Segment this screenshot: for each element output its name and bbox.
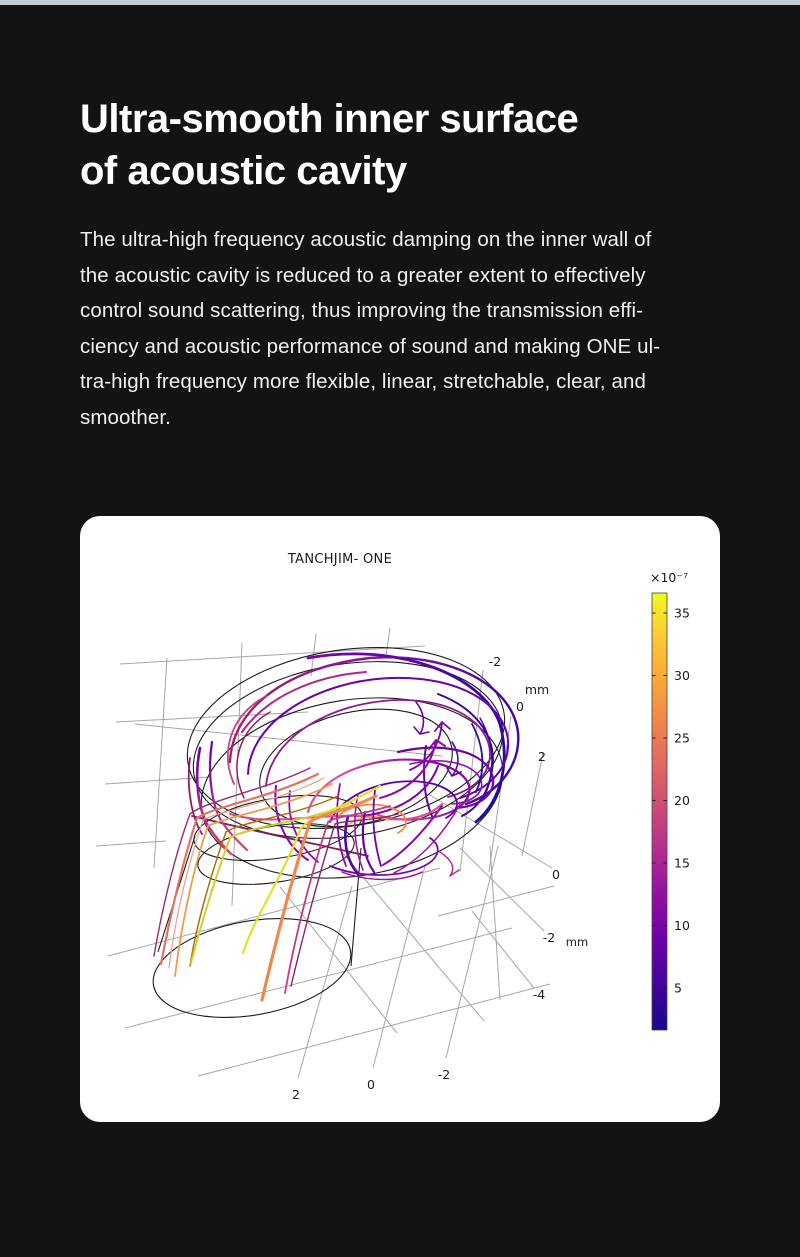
x-axis-tick: 0 bbox=[367, 1077, 375, 1092]
simulation-card bbox=[80, 516, 720, 1122]
colorbar-tick-label: 30 bbox=[674, 668, 690, 683]
z-axis-tick: 0 bbox=[552, 867, 560, 882]
heading-line-2: of acoustic cavity bbox=[80, 149, 407, 193]
body-line: tra-high frequency more flexible, linear, stretchable, clear, and bbox=[80, 370, 646, 393]
body-line: control sound scattering, thus improving the transmission effi- bbox=[80, 299, 644, 322]
streamline-chart bbox=[80, 516, 720, 1122]
colorbar-tick-label: 15 bbox=[674, 855, 690, 871]
y-axis-unit: mm bbox=[524, 682, 550, 697]
heading-line-1: Ultra-smooth inner surface bbox=[80, 97, 579, 141]
colorbar-tick-label: 35 bbox=[674, 605, 690, 621]
chart-title: TANCHJIM- ONE bbox=[287, 552, 393, 567]
body-line: The ultra-high frequency acoustic damping on the inner wall of bbox=[80, 228, 652, 251]
y-axis-tick: -2 bbox=[488, 654, 502, 669]
top-accent-strip bbox=[0, 0, 800, 5]
body-line: the acoustic cavity is reduced to a greater extent to effectively bbox=[80, 263, 646, 287]
y-axis-tick: 0 bbox=[516, 699, 524, 714]
colorbar-tick-label: 25 bbox=[674, 730, 690, 746]
cavity-wireframe bbox=[145, 626, 517, 1032]
page-title bbox=[80, 93, 578, 197]
body-line: smoother. bbox=[80, 405, 171, 429]
x-axis-tick: -2 bbox=[437, 1067, 451, 1082]
colorbar bbox=[650, 570, 690, 1030]
colorbar-tick-label: 10 bbox=[674, 918, 690, 933]
x-axis-tick: 2 bbox=[292, 1087, 300, 1102]
colorbar-gradient bbox=[652, 593, 667, 1030]
section-body bbox=[80, 222, 660, 435]
body-line: ciency and acoustic performance of sound and making ONE ul- bbox=[80, 334, 661, 358]
z-axis-tick: -4 bbox=[532, 987, 546, 1002]
colorbar-tick-label: 20 bbox=[674, 793, 690, 808]
z-axis-unit: mm bbox=[565, 935, 589, 949]
z-axis-tick: -2 bbox=[542, 930, 556, 945]
y-axis-tick: 2 bbox=[538, 749, 546, 764]
colorbar-multiplier: ×10⁻⁷ bbox=[650, 570, 688, 585]
colorbar-tick-label: 5 bbox=[674, 980, 682, 996]
